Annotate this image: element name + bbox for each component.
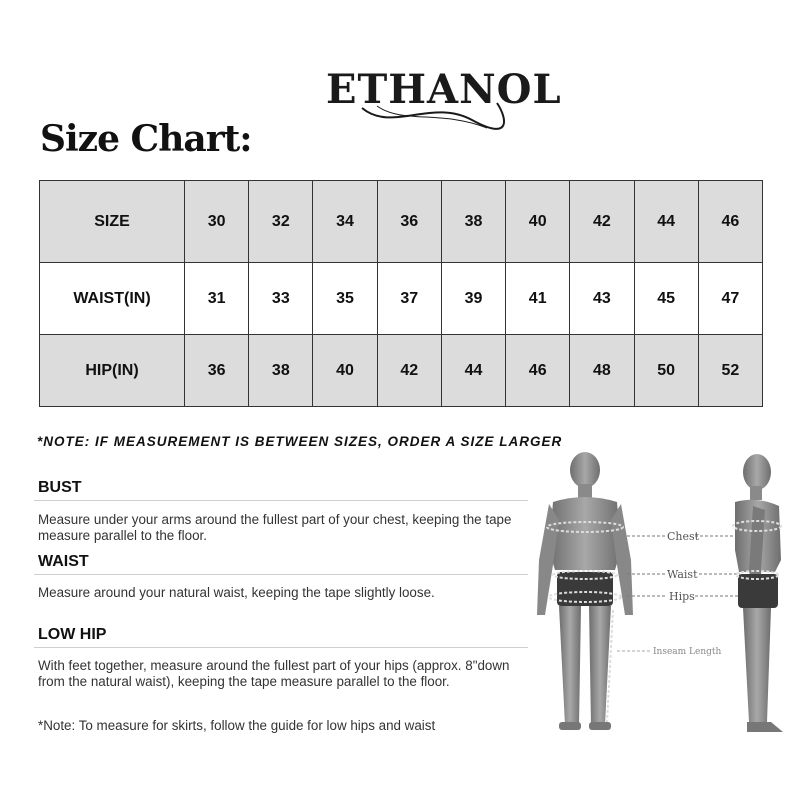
row-header: SIZE <box>40 181 185 263</box>
table-cell: 50 <box>634 335 698 407</box>
side-body-icon <box>735 454 783 732</box>
table-cell: 45 <box>634 263 698 335</box>
table-cell: 39 <box>441 263 505 335</box>
body-measurement-figure <box>535 440 800 740</box>
table-row-hip <box>40 335 763 407</box>
table-cell: 35 <box>313 263 377 335</box>
row-header: WAIST(IN) <box>40 263 185 335</box>
table-cell: 48 <box>570 335 634 407</box>
table-cell: 30 <box>185 181 249 263</box>
low-hip-heading: LOW HIP <box>38 626 107 643</box>
skirt-footnote: *Note: To measure for skirts, follow the guide for low hips and waist <box>38 718 436 733</box>
table-cell: 47 <box>698 263 762 335</box>
inseam-label: Inseam Length <box>653 647 722 657</box>
table-cell: 34 <box>313 181 377 263</box>
front-body-icon <box>537 452 633 730</box>
table-cell: 41 <box>506 263 570 335</box>
table-cell: 42 <box>570 181 634 263</box>
divider <box>34 500 528 501</box>
chest-label: Chest <box>667 530 700 543</box>
low-hip-text: With feet together, measure around the fullest part of your hips (approx. 8"down from the natural waist), keeping the tape measure parallel to the floor. <box>38 658 510 689</box>
table-cell: 38 <box>441 181 505 263</box>
table-cell: 36 <box>377 181 441 263</box>
table-cell: 32 <box>249 181 313 263</box>
bust-heading: BUST <box>38 479 82 496</box>
table-cell: 33 <box>249 263 313 335</box>
table-cell: 37 <box>377 263 441 335</box>
table-cell: 40 <box>313 335 377 407</box>
waist-heading: WAIST <box>38 553 89 570</box>
table-row-waist <box>40 263 763 335</box>
divider <box>34 574 528 575</box>
row-header: HIP(IN) <box>40 335 185 407</box>
table-row-size <box>40 181 763 263</box>
page-title: Size Chart: <box>40 118 252 160</box>
table-cell: 31 <box>185 263 249 335</box>
table-cell: 46 <box>506 335 570 407</box>
bust-text: Measure under your arms around the fullest part of your chest, keeping the tape measure parallel to the floor. <box>38 512 512 543</box>
divider <box>34 647 528 648</box>
waist-label: Waist <box>667 568 698 581</box>
hips-label: Hips <box>669 590 695 603</box>
table-cell: 38 <box>249 335 313 407</box>
table-cell: 46 <box>698 181 762 263</box>
table-cell: 40 <box>506 181 570 263</box>
size-table <box>39 180 763 407</box>
table-cell: 43 <box>570 263 634 335</box>
table-cell: 42 <box>377 335 441 407</box>
waist-text: Measure around your natural waist, keeping the tape slightly loose. <box>38 585 435 600</box>
sizing-note: *NOTE: IF MEASUREMENT IS BETWEEN SIZES, ORDER A SIZE LARGER <box>37 434 563 449</box>
table-cell: 52 <box>698 335 762 407</box>
table-cell: 36 <box>185 335 249 407</box>
table-cell: 44 <box>634 181 698 263</box>
table-cell: 44 <box>441 335 505 407</box>
ethanol-logo <box>322 58 562 138</box>
logo-text: ETHANOL <box>326 66 562 113</box>
